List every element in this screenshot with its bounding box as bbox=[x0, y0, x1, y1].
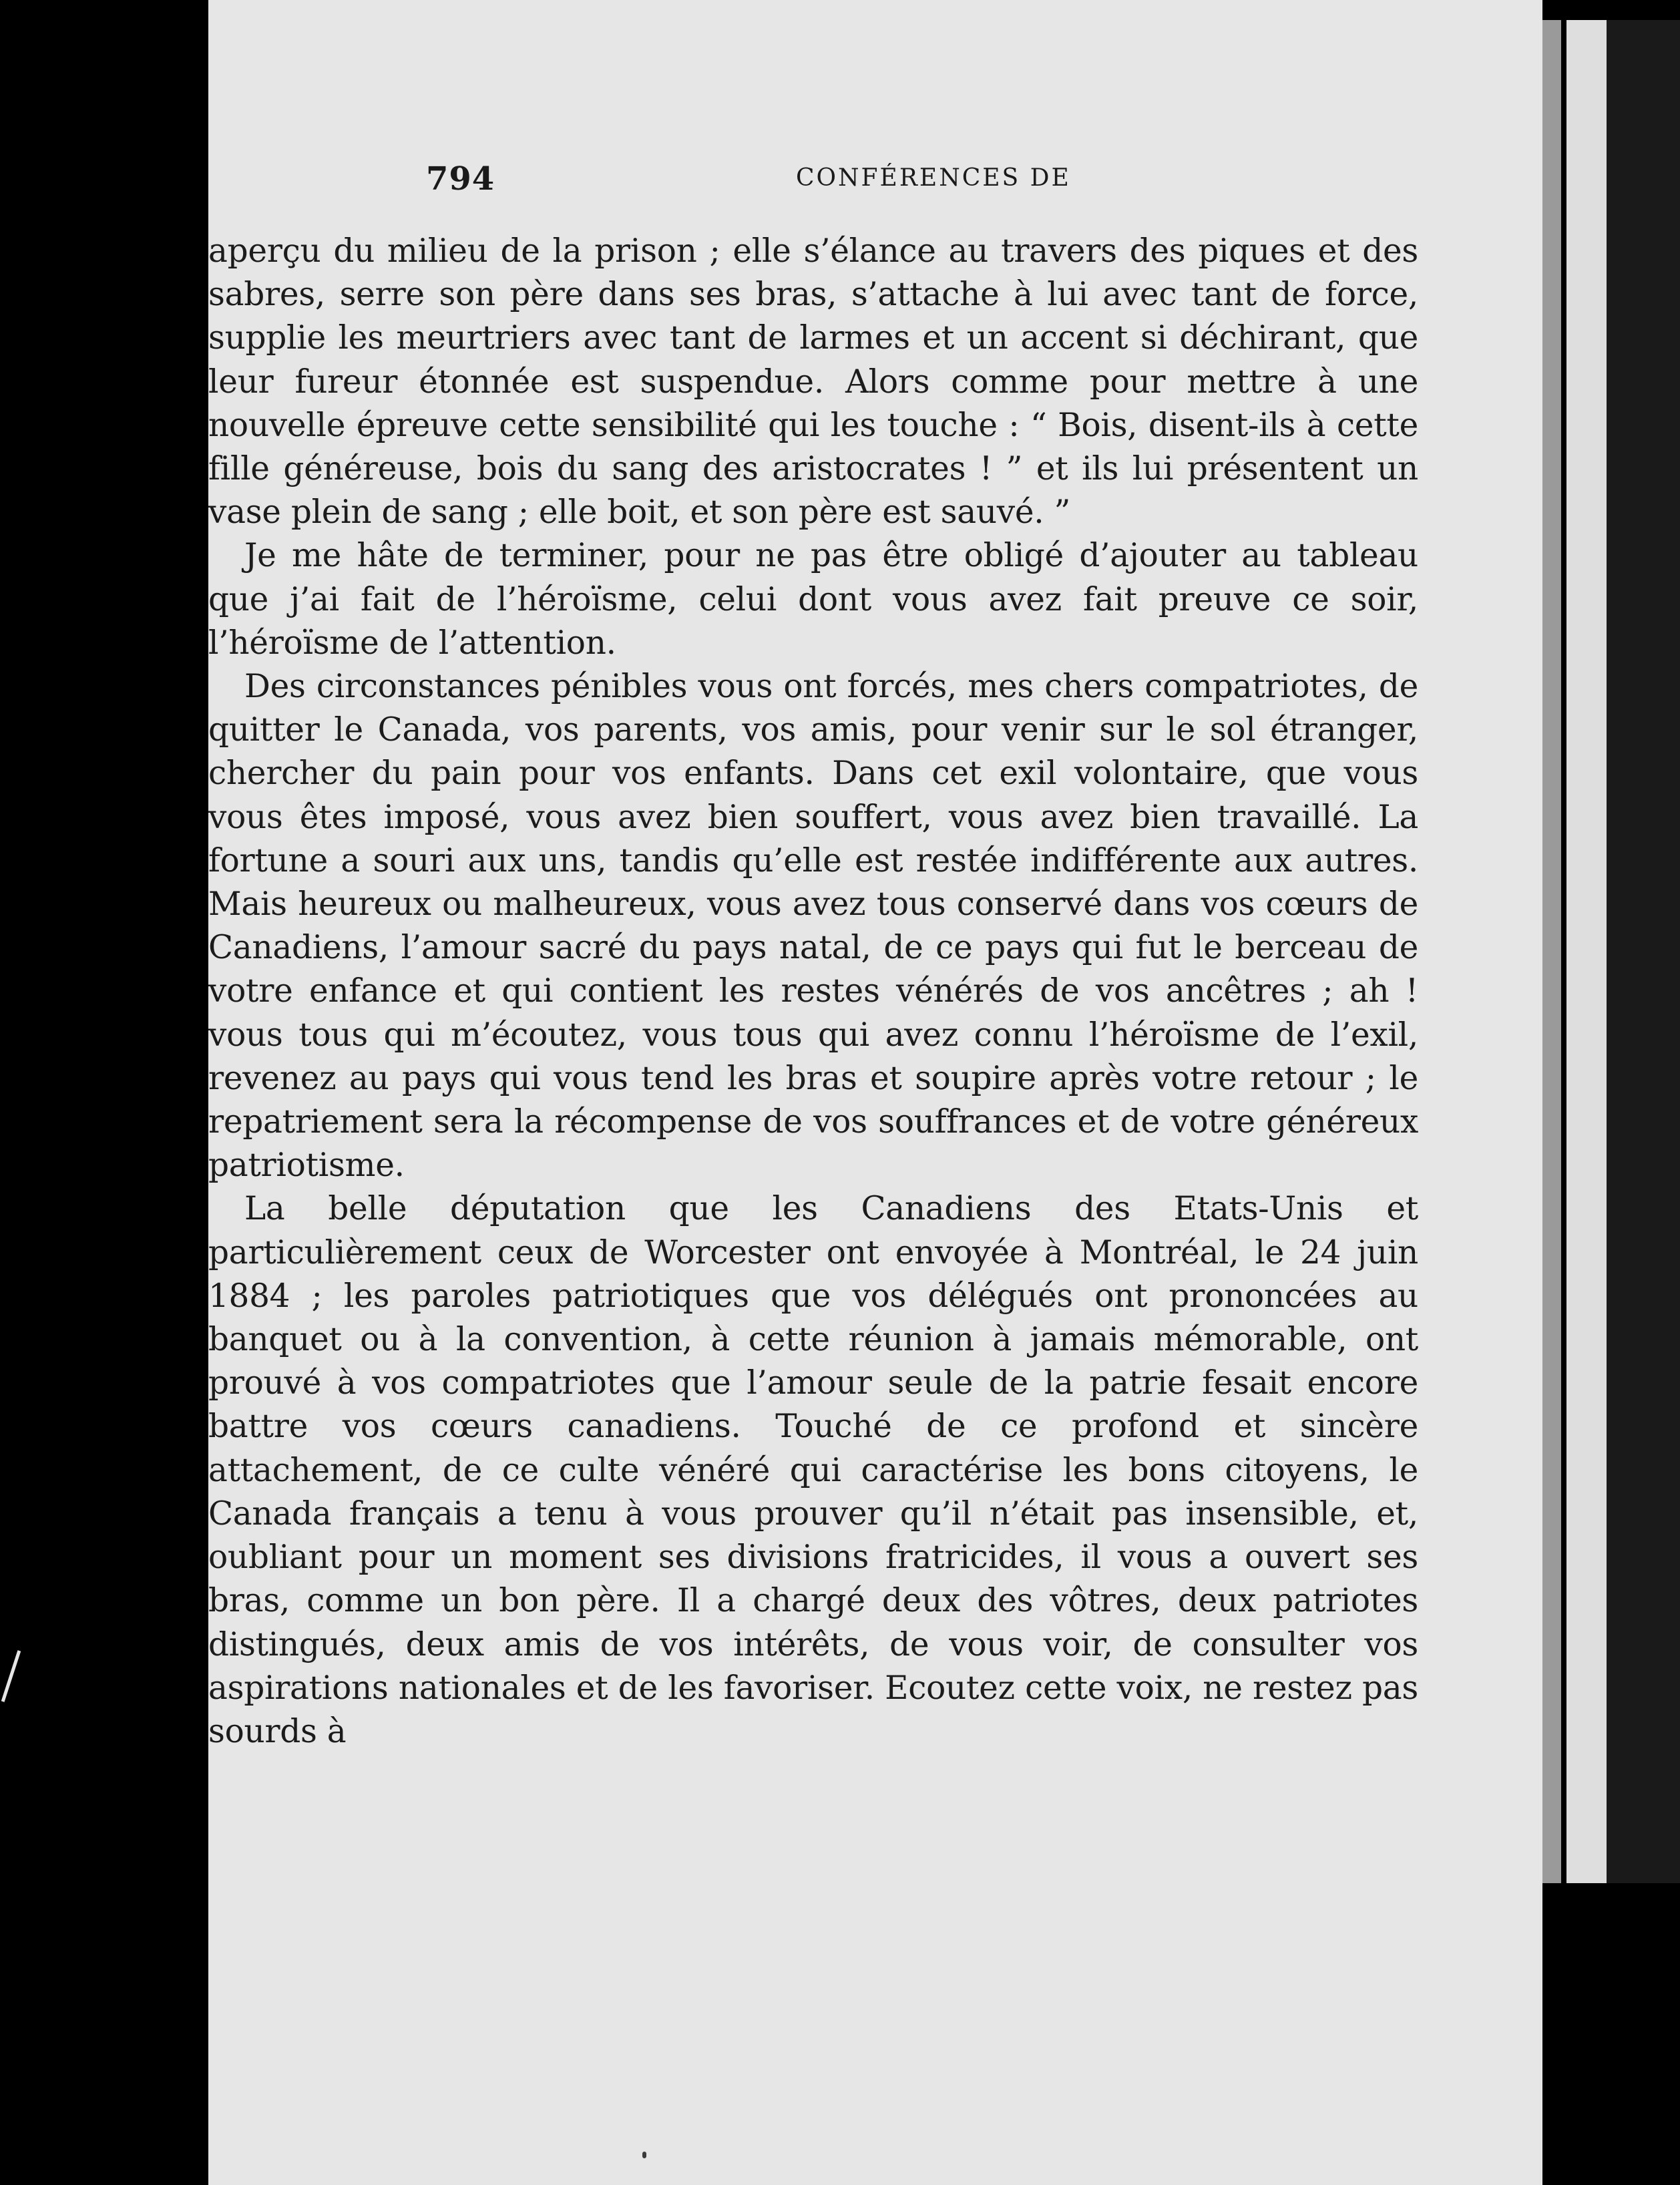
scan-artifact-mark bbox=[1, 1650, 21, 1702]
paragraph: Je me hâte de terminer, pour ne pas être obligé d’ajouter au tableau que j’ai fait de l’héroïsme, celui dont vous avez fait preuve ce soir, l’héroïsme de l’attention. bbox=[208, 537, 1418, 662]
paragraph: La belle députation que les Canadiens des Etats-Unis et particulièrement ceux de Worcester ont envoyée à Montréal, le 24 juin 1884 ; les paroles patriotiques que vos délégués ont prononcées au banquet ou à la convention, à cette réunion à jamais mémorable, ont prouvé à vos compatriotes que l’amour seule de la patrie fesait encore battre vos cœurs canadiens. Touché de ce profond et sincère attachement, de ce culte vénéré qui caractérise les bons citoyens, le Canada français a tenu à vous prouver qu’il n’était pas insensible, et, oubliant pour un moment ses divisions fratricides, il vous a ouvert ses bras, comme un bon père. Il a chargé deux des vôtres, deux patriotes distingués, deux amis de vos intérêts, de vous voir, de consulter vos aspirations nationales et de les favoriser. Ecoutez cette voix, ne restez pas sourds à bbox=[208, 1190, 1418, 1750]
page-gutter bbox=[1542, 20, 1561, 1883]
scan-speck bbox=[642, 2152, 646, 2158]
facing-page-shadow bbox=[1607, 20, 1680, 1883]
facing-page-edge bbox=[1566, 20, 1607, 1883]
body-text bbox=[208, 230, 1418, 1754]
page-header bbox=[208, 160, 1542, 200]
running-head: CONFÉRENCES DE bbox=[796, 164, 1071, 192]
paragraph: Des circonstances pénibles vous ont forcés, mes chers compatriotes, de quitter le Canada, vos parents, vos amis, pour venir sur le sol étranger, chercher du pain pour vos enfants. Dans cet exil volontaire, que vous vous êtes imposé, vous avez bien souffert, vous avez bien travaillé. La fortune a souri aux uns, tandis qu’elle est restée indifférente aux autres. Mais heureux ou malheureux, vous avez tous conservé dans vos cœurs de Canadiens, l’amour sacré du pays natal, de ce pays qui fut le berceau de votre enfance et qui contient les restes vénérés de vos ancêtres ; ah ! vous tous qui m’écoutez, vous tous qui avez connu l’héroïsme de l’exil, revenez au pays qui vous tend les bras et soupire après votre retour ; le repatriement sera la récompense de vos souffrances et de votre généreux patriotisme. bbox=[208, 668, 1418, 1185]
paragraph-continuation: aperçu du milieu de la prison ; elle s’élance au travers des piques et des sabres, serre son père dans ses bras, s’attache à lui avec tant de force, supplie les meurtriers avec tant de larmes et un accent si déchirant, que leur fureur étonnée est suspendue. Alors comme pour mettre à une nouvelle épreuve cette sensibilité qui les touche : “ Bois, disent-ils à cette fille généreuse, bois du sang des aristocrates ! ” et ils lui présentent un vase plein de sang ; elle boit, et son père est sauvé. ” bbox=[208, 232, 1418, 532]
page-number: 794 bbox=[426, 160, 495, 198]
